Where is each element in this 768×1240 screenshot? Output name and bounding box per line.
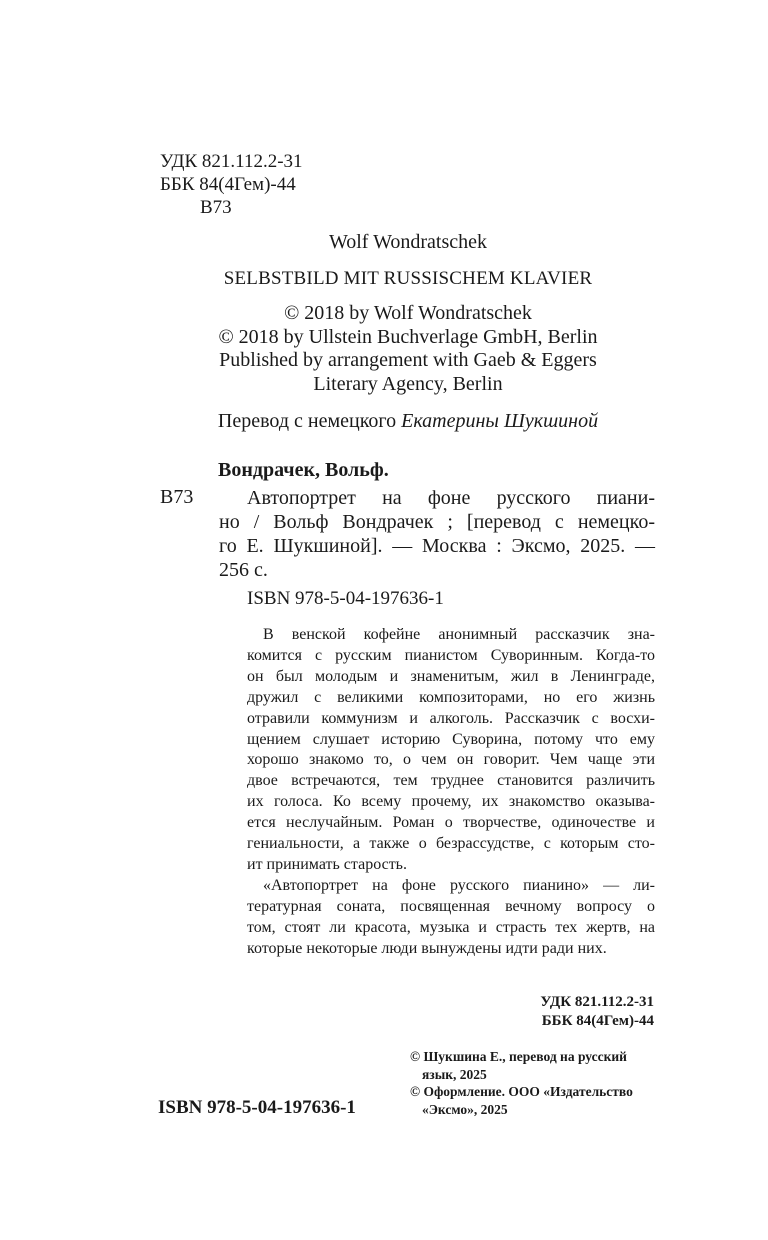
annotation-line: которые некоторые люди вынуждены идти ради них. <box>247 939 607 957</box>
annotation-line: он был молодым и знаменитым, жил в Ленинграде, <box>247 667 655 685</box>
annotation-line: щением слушает историю Суворина, потому что ему <box>247 730 655 748</box>
annotation-line: «Автопортрет на фоне русского пианино» — ли- <box>263 876 655 894</box>
annotation-line: том, стоят ли красота, музыка и страсть тех жертв, на <box>247 918 655 936</box>
card-line: Автопортрет на фоне русского пиани- <box>247 487 655 509</box>
annotation-line: ется неслучайным. Роман о творчестве, одиночестве и <box>247 814 655 832</box>
translation-credit <box>0 410 768 433</box>
annotation-line: дружил с великими композиторами, но его жизнь <box>247 688 655 706</box>
small-bbk-code: ББК 84(4Гем)-44 <box>541 1013 654 1029</box>
copyright-design: © Оформление. ООО «Издательство <box>410 1084 633 1099</box>
original-title: SELBSTBILD MIT RUSSISCHEM KLAVIER <box>223 268 593 289</box>
annotation <box>247 625 655 960</box>
copyright-translation: © Шукшина Е., перевод на русский <box>410 1049 627 1064</box>
copyright-design-cont: «Эксмо», 2025 <box>422 1101 508 1117</box>
annotation-line: ит принимать старость. <box>247 855 407 873</box>
udk-code: УДК 821.112.2-31 <box>160 151 303 172</box>
card-isbn: ISBN 978-5-04-197636-1 <box>247 588 444 609</box>
original-author: Wolf Wondratschek <box>328 231 488 253</box>
translation-prefix: Перевод с немецкого <box>217 410 397 432</box>
bbk-code: ББК 84(4Гем)-44 <box>160 174 296 195</box>
card-heading: Вондрачек, Вольф. <box>218 459 389 481</box>
annotation-line: В венской кофейне анонимный рассказчик зна- <box>263 626 655 643</box>
card-description <box>219 486 655 582</box>
annotation-line: гениальности, а также о безрассудстве, с которым сто- <box>247 835 655 853</box>
annotation-line: хорошо знакомо то, о чем он говорит. Чем чаще эти <box>247 751 655 769</box>
classification-codes <box>160 150 303 219</box>
annotation-line: комится с русским пианистом Суворинным. Когда-то <box>247 646 655 664</box>
rights-line-3: Published by arrangement with Gaeb & Eggers <box>219 349 597 371</box>
translator-name: Екатерины Шукшиной <box>401 410 599 432</box>
rights-line-4: Literary Agency, Berlin <box>313 373 503 395</box>
card-line: 256 с. <box>219 559 268 581</box>
card-line: но / Вольф Вондрачек ; [перевод с немецко- <box>219 511 655 533</box>
rights-line-1: © 2018 by Wolf Wondratschek <box>284 302 532 324</box>
annotation-line: отравили коммунизм и алкоголь. Рассказчик с восхи- <box>247 709 655 727</box>
isbn-bottom: ISBN 978-5-04-197636-1 <box>158 1097 356 1118</box>
annotation-line: двое встречаются, тем труднее становится различить <box>247 772 655 790</box>
small-classification-codes <box>540 993 654 1031</box>
annotation-line: тературная соната, посвященная вечному вопросу о <box>247 897 655 915</box>
rights-line-2: © 2018 by Ullstein Buchverlage GmbH, Berlin <box>218 326 598 348</box>
annotation-line: их голоса. Ко всему прочему, их знакомство оказыва- <box>247 793 655 811</box>
copyright-notices <box>410 1048 660 1118</box>
card-mark: В73 <box>160 486 194 508</box>
author-mark: В73 <box>200 197 232 218</box>
copyright-translation-cont: язык, 2025 <box>422 1066 487 1082</box>
small-udk-code: УДК 821.112.2-31 <box>540 994 654 1010</box>
card-line: го Е. Шукшиной]. — Москва : Эксмо, 2025. — <box>219 535 655 557</box>
